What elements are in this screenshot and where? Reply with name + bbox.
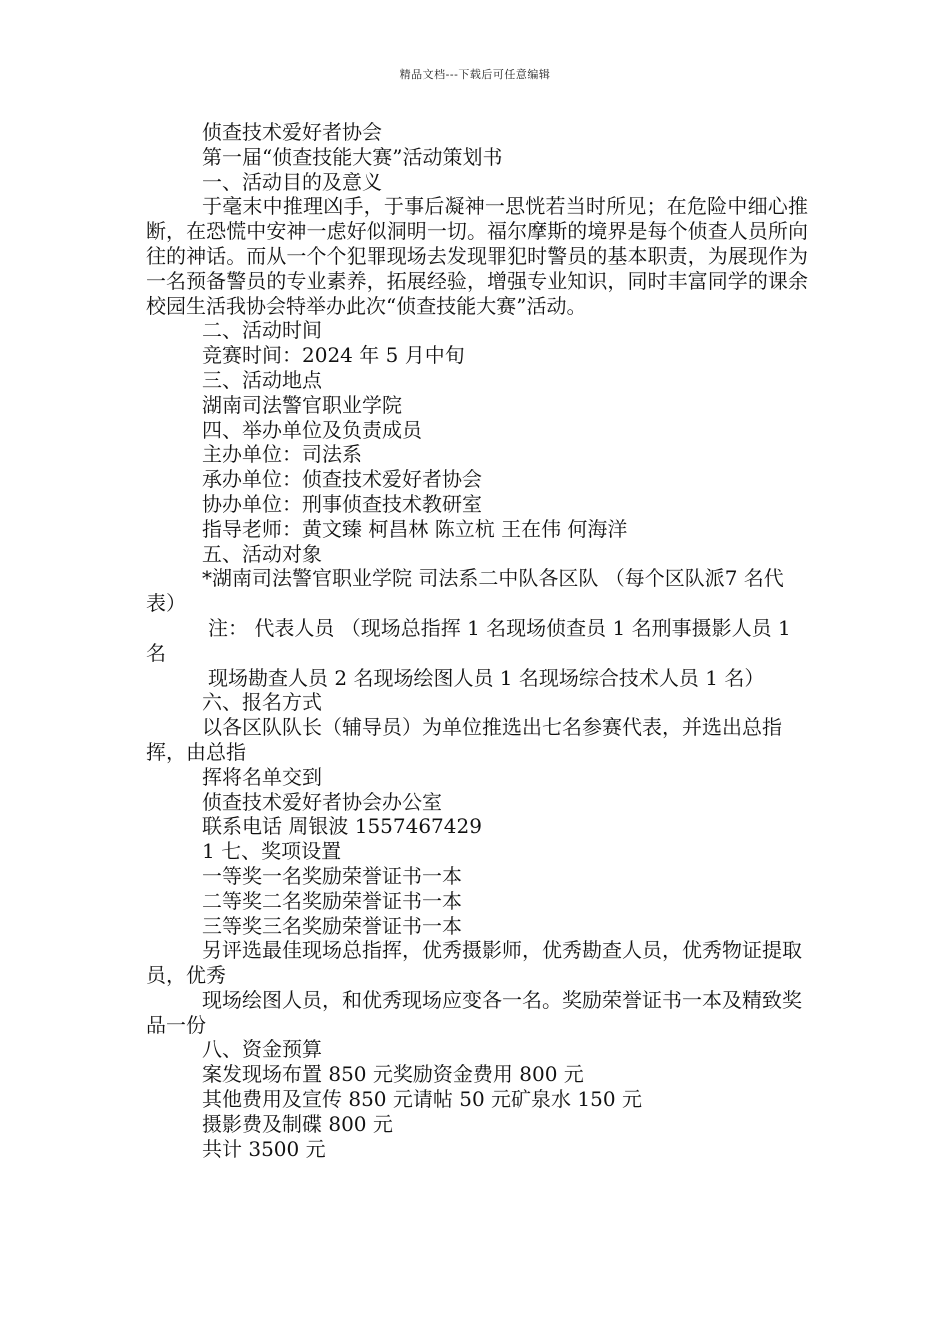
- registration-line-3: 侦查技术爱好者协会办公室: [202, 789, 442, 814]
- competition-time: 竞赛时间：2024 年 5 月中旬: [202, 343, 465, 368]
- section-heading-6: 六、报名方式: [202, 690, 322, 715]
- section-heading-2: 二、活动时间: [202, 318, 322, 343]
- document-body: [146, 120, 808, 1161]
- section-heading-8: 八、资金预算: [202, 1037, 322, 1062]
- contact-phone: 联系电话 周银波 1557467429: [202, 814, 482, 839]
- budget-line-2: 其他费用及宣传 850 元请帖 50 元矿泉水 150 元: [202, 1087, 642, 1112]
- advisors: 指导老师：黄文臻 柯昌林 陈立杭 王在伟 何海洋: [202, 516, 628, 541]
- doc-title: 第一届“侦查技能大赛”活动策划书: [202, 144, 503, 169]
- section-heading-3: 三、活动地点: [202, 367, 322, 392]
- section-heading-1: 一、活动目的及意义: [202, 169, 382, 194]
- budget-total: 共计 3500 元: [202, 1136, 326, 1161]
- section-heading-7: 1 七、奖项设置: [202, 839, 342, 864]
- registration-line-1: 以各区队队长（辅导员）为单位推选出七名参赛代表，并选出总指挥，由总指: [146, 715, 782, 764]
- extra-awards-line-1: 另评选最佳现场总指挥，优秀摄影师，优秀勘查人员，优秀物证提取员，优秀: [146, 938, 802, 988]
- note-line-1: 注： 代表人员 （现场总指挥 1 名现场侦查员 1 名刑事摄影人员 1 名: [146, 615, 791, 665]
- registration-line-2: 挥将名单交到: [202, 764, 322, 789]
- extra-awards-line-2: 现场绘图人员，和优秀现场应变各一名。奖励荣誉证书一本及精致奖品一份: [146, 987, 802, 1037]
- prize-first: 一等奖一名奖励荣誉证书一本: [202, 863, 462, 888]
- section-heading-4: 四、举办单位及负责成员: [202, 417, 422, 442]
- section-heading-5: 五、活动对象: [202, 541, 322, 566]
- co-organizer-unit: 协办单位：刑事侦查技术教研室: [202, 491, 482, 516]
- org-name: 侦查技术爱好者协会: [202, 120, 382, 144]
- venue: 湖南司法警官职业学院: [202, 392, 402, 417]
- prize-second: 二等奖二名奖励荣誉证书一本: [202, 888, 462, 913]
- host-unit: 主办单位：司法系: [202, 442, 362, 467]
- page-header-watermark: 精品文档---下载后可任意编辑: [399, 68, 551, 81]
- participants: *湖南司法警官职业学院 司法系二中队各区队 （每个区队派7 名代表）: [146, 566, 784, 616]
- prize-third: 三等奖三名奖励荣誉证书一本: [202, 913, 462, 938]
- budget-line-3: 摄影费及制碟 800 元: [202, 1111, 393, 1136]
- purpose-paragraph: 于毫末中推理凶手，于事后凝神一思恍若当时所见；在危险中细心推断，在恐慌中安神一虑好似洞明一切。福尔摩斯的境界是每个侦查人员所向往的神话。而从一个个犯罪现场去发现罪犯时警员的基本职责，为展现作为一名预备警员的专业素养，拓展经验，增强专业知识，同时丰富同学的课余校园生活我协会特举办此次“侦查技能大赛”活动。: [146, 194, 808, 318]
- note-line-2: 现场勘查人员 2 名现场绘图人员 1 名现场综合技术人员 1 名）: [208, 665, 765, 690]
- budget-line-1: 案发现场布置 850 元奖励资金费用 800 元: [202, 1062, 584, 1087]
- organizer-unit: 承办单位：侦查技术爱好者协会: [202, 467, 482, 492]
